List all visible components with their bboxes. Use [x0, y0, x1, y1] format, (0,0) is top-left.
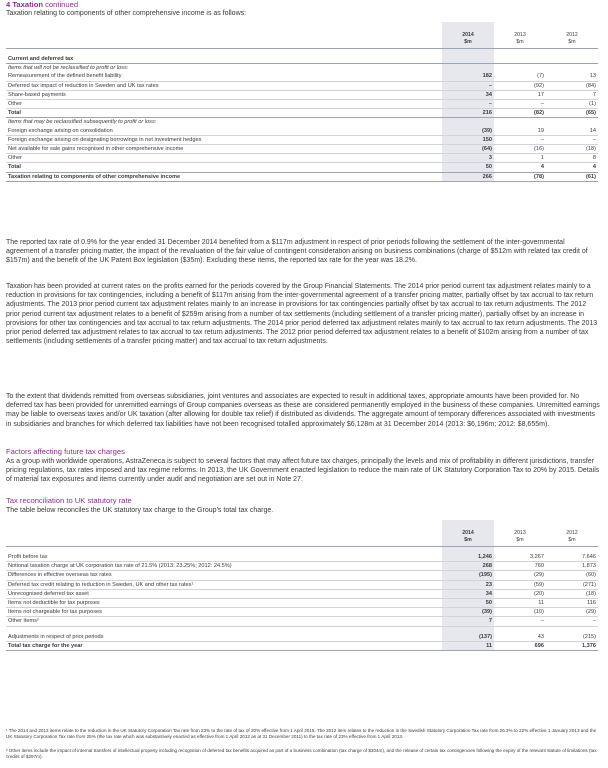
footnote-1: ¹ The 2014 and 2013 items relate to the reduction in the UK Statutory Corporation Tax rate from 23% to the rate of tax of 20% effective from 1 April 2015. The 2012 item relates to the reduction in the Swedish Statutory Corporation Tax rate from 26.3% to 22% effective 1 January 2013 and the UK Statutory Corporation Tax rate from 25% (the tax rate which was substantively enacted as effective from 1 April 2012 as at 31 December 2011) to the tax rate of 23% effective from 1 April 2013. — [6, 728, 597, 739]
tax-reconciliation-table — [6, 520, 598, 651]
table-row: Items not chargeable for tax purposes (39) (10) (29) — [8, 609, 596, 616]
table-header: 2014 $m 2013 $m 2012 $m — [6, 22, 598, 49]
table-total: Total 50 4 4 — [8, 164, 596, 171]
table-row: Share-based payments 34 17 7 — [8, 91, 596, 98]
table-section: Current and deferred tax — [6, 55, 598, 64]
paragraph-taxation-provided: Taxation has been provided at current rates on the profits earned for the periods covered by the Group Financial Statements. The 2014 prior period current tax adjustment relates mainly to a reduction in provisions for tax contingencies, including a benefit of $117m arising from the inter-governmental agreement of a transfer pricing matter, partially offset by tax accrual to tax return adjustments. The 2013 prior period current tax adjustment relates mainly to an increase in provisions for tax contingencies partially offset by tax accrual to tax return adjustments. The 2012 prior period current tax adjustment relates to a benefit of $259m arising from a number of tax settlements (including settlement of a transfer pricing matter), partially offset by an increase in provisions for other tax contingencies and tax accrual to tax return adjustments. The 2014 prior period deferred tax adjustment relates mainly to tax accrual to tax return adjustments. The 2013 prior period deferred tax adjustment relates to tax accrual to tax return adjustments. The 2012 prior period deferred tax adjustment relates to a benefit of $102m arising from a number of tax settlements (including settlements of a transfer pricing matter) and tax accrual to tax return adjustments. — [6, 283, 598, 346]
table-grand-total: Taxation relating to components of other comprehensive income 266 (78) (61) — [8, 173, 596, 180]
table-group: Items that may be reclassified subsequently to profit or loss: — [6, 118, 598, 127]
subheading-future-tax: Factors affecting future tax charges — [6, 447, 125, 456]
paragraph-future-tax: As a group with worldwide operations, AstraZeneca is subject to several factors that may affect future tax charges, principally the levels and mix of profitability in different jurisdictions, transfer pricing regulations, tax rates imposed and tax regime reforms. In 2013, the UK Government enacted legislation to reduce the main rate of UK Statutory Corporation Tax to 20% by 2015. Details of material tax exposures and items currently under audit and negotiation are set out in Note 27. — [6, 458, 600, 484]
table-row: Other items² 7 – – — [8, 618, 596, 625]
footnote-2: ² Other items include the impact of internal transfers of intellectual property including recognition of deferred tax benefits acquired as part of a business combination (tax charge of $304m), and the release of certain tax contingencies following the expiry of the relevant statute of limitations (tax credits of $297m). — [6, 748, 597, 759]
table-row: Adjustments in respect of prior periods (137) 43 (215) — [8, 633, 596, 640]
table-header: 2014 $m 2013 $m 2012 $m — [6, 520, 598, 547]
table-row: Unrecognised deferred tax asset 34 (20) (18) — [8, 590, 596, 597]
table-row: Notional taxation charge at UK corporation tax rate of 21.5% (2013: 23.25%; 2012: 24.5%) 268 760 1,873 — [8, 563, 596, 570]
paragraph-reported-tax-rate: The reported tax rate of 0.9% for the year ended 31 December 2014 benefited from a $117m adjustment in respect of prior periods following the settlement of the inter-governmental agreement of a transfer pricing matter, the impact of the revaluation of the fair value of contingent consideration arising on business combinations (charge of $512m with related tax credit of $157m) and the benefit of the UK Patent Box legislation ($35m). Excluding these items, the reported tax rate for the year was 18.2%. — [6, 239, 588, 265]
subheading-reconciliation: Tax reconciliation to UK statutory rate — [6, 496, 132, 505]
table-row: Remeasurement of the defined benefit liability 182 (7) 13 — [8, 73, 596, 80]
table-row: Deferred tax credit relating to reduction in Sweden, UK and other tax rates¹ 23 (59) (271) — [8, 581, 596, 588]
paragraph-reconciliation-intro: The table below reconciles the UK statutory tax charge to the Group’s total tax charge. — [6, 507, 274, 514]
table-row: Net available for sale gains recognised in other comprehensive income (64) (16) (18) — [8, 146, 596, 153]
table-row: Items not deductible for tax purposes 50 11 116 — [8, 600, 596, 607]
intro-text: Taxation relating to components of other comprehensive income is as follows: — [6, 10, 247, 17]
table-total: Total tax charge for the year 11 696 1,376 — [8, 642, 596, 649]
table-row: Foreign exchange arising on consolidation (39) 19 14 — [8, 127, 596, 134]
table-row: Differences in effective overseas tax rates (195) (29) (60) — [8, 572, 596, 579]
table-row: Other – – (1) — [8, 101, 596, 108]
table-row: Deferred tax impact of reduction in Sweden and UK tax rates – (92) (84) — [8, 82, 596, 89]
paragraph-dividends: To the extent that dividends remitted from overseas subsidiaries, joint ventures and associates are expected to result in additional taxes, appropriate amounts have been provided for. No deferred tax has been provided for unremitted earnings of Group companies overseas as these are considered permanently employed in the business of these companies. Unremitted earnings may be liable to overseas taxes and/or UK taxation (after allowing for double tax relief) if distributed as dividends. The aggregate amount of temporary differences associated with investments in subsidiaries and branches for which deferred tax liabilities have not been recognised totalled approximately $6,128m at 31 December 2014 (2013: $6,196m; 2012: $8,655m). — [6, 393, 600, 428]
table-row: Profit before tax 1,246 3,267 7,646 — [8, 554, 596, 560]
table-row: Foreign exchange arising on designating borrowings in net investment hedges 150 – – — [8, 136, 596, 143]
section-heading: 4 Taxation continued — [6, 0, 79, 9]
table-total: Total 216 (82) (65) — [8, 110, 596, 117]
table-row: Other 3 1 8 — [8, 155, 596, 162]
table-group: Items that will not be reclassified to profit or loss: — [6, 64, 598, 73]
oci-tax-table — [6, 22, 598, 182]
